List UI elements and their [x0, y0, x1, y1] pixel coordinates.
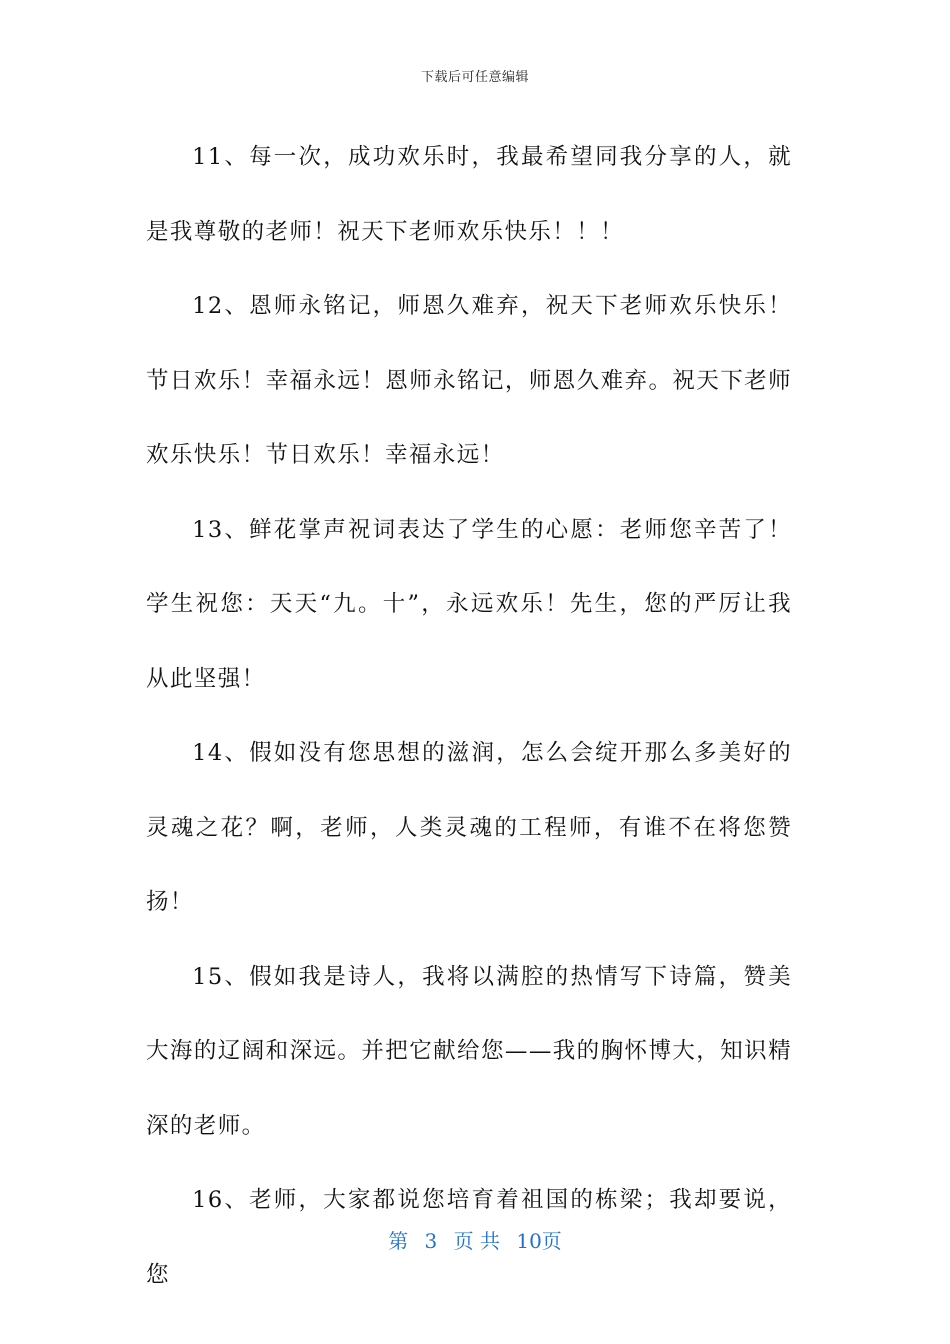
footer-total-pages: 10页: [516, 1229, 562, 1253]
footer-middle: 页 共: [453, 1229, 500, 1253]
paragraph-13: 13、鲜花掌声祝词表达了学生的心愿：老师您辛苦了！学生祝您：天天“九。十”，永远欢乐！先生，您的严厉让我从此坚强！: [146, 516, 792, 692]
footer-page-number: 3: [424, 1229, 438, 1253]
paragraph-16: 16、老师，大家都说您培育着祖国的栋梁；我却要说，您: [146, 1187, 792, 1288]
page-footer: [0, 1225, 950, 1254]
paragraph-14: 14、假如没有您思想的滋润，怎么会绽开那么多美好的灵魂之花？啊，老师，人类灵魂的工程师，有谁不在将您赞扬！: [146, 740, 792, 915]
page-header-note: 下载后可任意编辑: [420, 70, 529, 85]
document-body: [146, 120, 792, 1312]
paragraph-12: 12、恩师永铭记，师恩久难弃，祝天下老师欢乐快乐！节日欢乐！幸福永远！恩师永铭记，师恩久难弃。祝天下老师欢乐快乐！节日欢乐！幸福永远！: [146, 293, 792, 468]
paragraph-15: 15、假如我是诗人，我将以满腔的热情写下诗篇，赞美大海的辽阔和深远。并把它献给您——我的胸怀博大，知识精深的老师。: [146, 963, 792, 1139]
footer-prefix: 第: [388, 1229, 409, 1253]
paragraph-11: 11、每一次，成功欢乐时，我最希望同我分享的人，就是我尊敬的老师！祝天下老师欢乐快乐！！！: [146, 144, 792, 245]
